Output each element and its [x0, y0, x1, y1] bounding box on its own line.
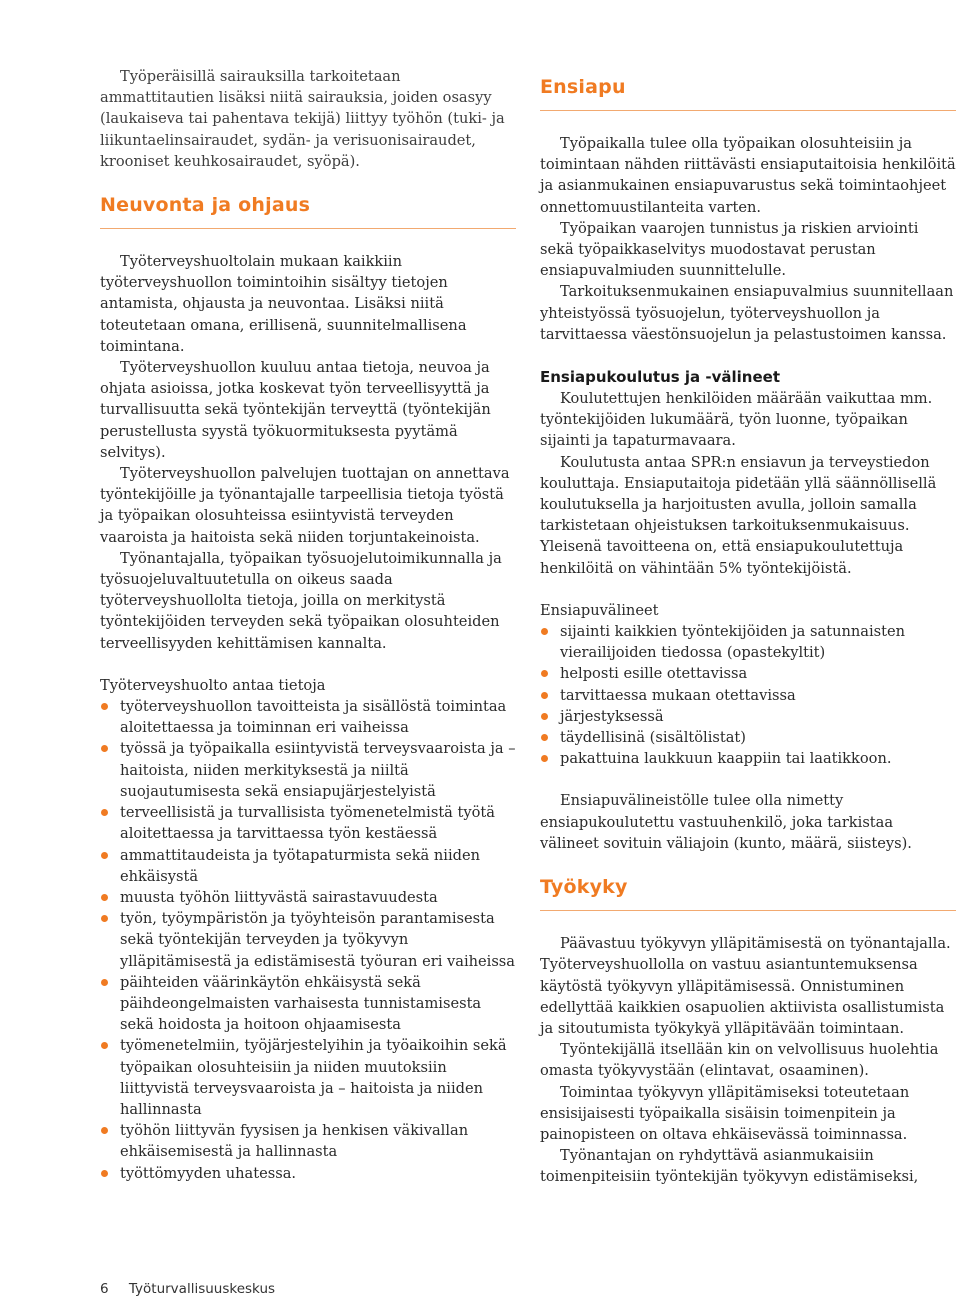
- paragraph: Työpaikan vaarojen tunnistus ja riskien arviointi sekä työpaikkaselvitys muodostavat perustan ensiapuvalmiuden suunnittelulle.: [540, 219, 919, 280]
- list-item: pakattuina laukkuun kaappiin tai laatikkoon.: [540, 748, 956, 769]
- paragraph: Tarkoituksenmukainen ensiapuvalmius suunnitellaan yhteistyössä työsuojelun, työterveyshuollon ja tarvittaessa väestönsuojelun ja pelastustoimen kanssa.: [540, 283, 954, 343]
- subheading-ensiapukoulutus: Ensiapukoulutus ja -välineet: [540, 368, 780, 387]
- paragraph: Toimintaa työkyvyn ylläpitämiseksi toteutetaan ensisijaisesti työpaikalla sisäisin toimenpitein ja painopisteen on oltava ehkäisevässä toiminnassa.: [540, 1083, 910, 1143]
- section-heading-ensiapu: Ensiapu: [540, 76, 956, 111]
- paragraph: Päävastuu työkyvyn ylläpitämisestä on työnantajalla. Työterveyshuollolla on vastuu asiantuntemuksensa käytöstä työkyvyn ylläpitämisessä. Onnistuminen edellyttää kaikkien osapuolien aktiivista osallistumista ja sitoutumista työkykyä ylläpitävään toimintaan.: [540, 935, 951, 1037]
- list-item: muusta työhön liittyvästä sairastavuudesta: [100, 887, 516, 908]
- page-number: 6: [100, 1281, 109, 1297]
- list-item: työhön liittyvän fyysisen ja henkisen väkivallan ehkäisemisestä ja hallinnasta: [100, 1120, 516, 1162]
- list-intro: Työterveyshuolto antaa tietoja: [100, 676, 326, 694]
- list-item: terveellisistä ja turvallisista työmenetelmistä työtä aloitettaessa ja tarvittaessa työn kestäessä: [100, 802, 516, 844]
- paragraph: Työnantajalla, työpaikan työsuojelutoimikunnalla ja työsuojeluvaltuutetulla on oikeus saada työterveyshuollolta tietoja, joilla on merkitystä työntekijöiden terveyden sekä työpaikan olosuhteiden terveellisyyden kehittämisen kannalta.: [100, 549, 502, 652]
- intro-paragraph: Työperäisillä sairauksilla tarkoitetaan ammattitautien lisäksi niitä sairauksia, joiden osasyy (laukaiseva tai pahentava tekijä) liittyy työhön (tuki- ja liikuntaelinsairaudet, sydän- ja verisuonisairaudet, krooniset keuhkosairaudet, syöpä).: [100, 68, 505, 170]
- paragraph: Työterveyshuoltolain mukaan kaikkiin työterveyshuollon toimintoihin sisältyy tietojen antamista, ohjausta ja neuvontaa. Lisäksi niitä toteutetaan omana, erillisenä, suunnitelmallisena toimintana.: [100, 253, 467, 355]
- list-item: työttömyyden uhatessa.: [100, 1163, 516, 1184]
- list-item: ammattitaudeista ja työtapaturmista sekä niiden ehkäisystä: [100, 845, 516, 887]
- left-column: [100, 66, 516, 1184]
- page-footer: [100, 1281, 275, 1297]
- section-heading-tyokyky: Työkyky: [540, 876, 956, 911]
- paragraph: Koulutettujen henkilöiden määrään vaikuttaa mm. työntekijöiden lukumäärä, työn luonne, työpaikan sijainti ja tapaturmavaara.: [540, 390, 933, 450]
- paragraph: Työnantajan on ryhdyttävä asianmukaisiin toimenpiteisiin työntekijän työkyvyn edistämiseksi,: [540, 1147, 919, 1186]
- list-item: työn, työympäristön ja työyhteisön parantamisesta sekä työntekijän terveyden ja työkyvyn ylläpitämisestä ja edistämisestä työuran eri vaiheissa: [100, 908, 516, 972]
- paragraph: Koulutusta antaa SPR:n ensiavun ja terveystiedon kouluttaja. Ensiaputaitoja pidetään yllä säännöllisellä koulutuksella ja harjoitusten avulla, jolloin samalla tarkistetaan ohjeistuksen tarkoituksenmukaisuus. Yleisenä tavoitteena on, että ensiapukoulutettuja henkilöitä on vähintään 5% työntekijöistä.: [540, 453, 937, 577]
- list-item: työterveyshuollon tavoitteista ja sisällöstä toimintaa aloitettaessa ja toiminnan eri vaiheissa: [100, 696, 516, 738]
- equipment-list: [540, 621, 956, 769]
- list-item: helposti esille otettavissa: [540, 663, 956, 684]
- info-list: [100, 696, 516, 1184]
- section-heading-neuvonta: Neuvonta ja ohjaus: [100, 194, 516, 229]
- list-item: sijainti kaikkien työntekijöiden ja satunnaisten vierailijoiden tiedossa (opastekyltit): [540, 621, 956, 663]
- list-item: työmenetelmiin, työjärjestelyihin ja työaikoihin sekä työpaikan olosuhteisiin ja niiden muutoksiin liittyvistä terveysvaaroista ja – haitoista ja niiden hallinnasta: [100, 1035, 516, 1120]
- list-item: työssä ja työpaikalla esiintyvistä terveysvaaroista ja –haitoista, niiden merkityksestä ja niiltä suojautumisesta sekä ensiapujärjestelyistä: [100, 738, 516, 802]
- list-item: täydellisinä (sisältölistat): [540, 727, 956, 748]
- paragraph: Työterveyshuollon palvelujen tuottajan on annettava työntekijöille ja työnantajalle tarpeellisia tietoja työstä ja työpaikan olosuhteissa esiintyvistä terveyden vaaroista ja haitoista sekä niiden torjuntakeinoista.: [100, 465, 510, 546]
- list-item: päihteiden väärinkäytön ehkäisystä sekä päihdeongelmaisten varhaisesta tunnistamisesta sekä hoidosta ja hoitoon ohjaamisesta: [100, 972, 516, 1036]
- list-intro: Ensiapuvälineet: [540, 601, 659, 619]
- paragraph: Työpaikalla tulee olla työpaikan olosuhteisiin ja toimintaan nähden riittävästi ensiaputaitoisia henkilöitä ja asianmukainen ensiapuvarustus sekä toimintaohjeet onnettomuustilanteita varten.: [540, 135, 956, 216]
- right-column: [540, 66, 956, 1188]
- paragraph: Ensiapuvälineistölle tulee olla nimetty ensiapukoulutettu vastuuhenkilö, joka tarkistaa välineet sovituin väliajoin (kunto, määrä, siisteys).: [540, 792, 912, 852]
- list-item: järjestyksessä: [540, 706, 956, 727]
- paragraph: Työntekijällä itsellään kin on velvollisuus huolehtia omasta työkyvystään (elintavat, osaaminen).: [540, 1041, 939, 1080]
- paragraph: Työterveyshuollon kuuluu antaa tietoja, neuvoa ja ohjata asioissa, jotka koskevat työn terveellisyyttä ja turvallisuutta sekä työntekijän terveyttä (työntekijän perustellusta syystä työkuormituksesta pyytämä selvitys).: [100, 359, 491, 461]
- publisher-name: Työturvallisuuskeskus: [128, 1281, 276, 1297]
- list-item: tarvittaessa mukaan otettavissa: [540, 685, 956, 706]
